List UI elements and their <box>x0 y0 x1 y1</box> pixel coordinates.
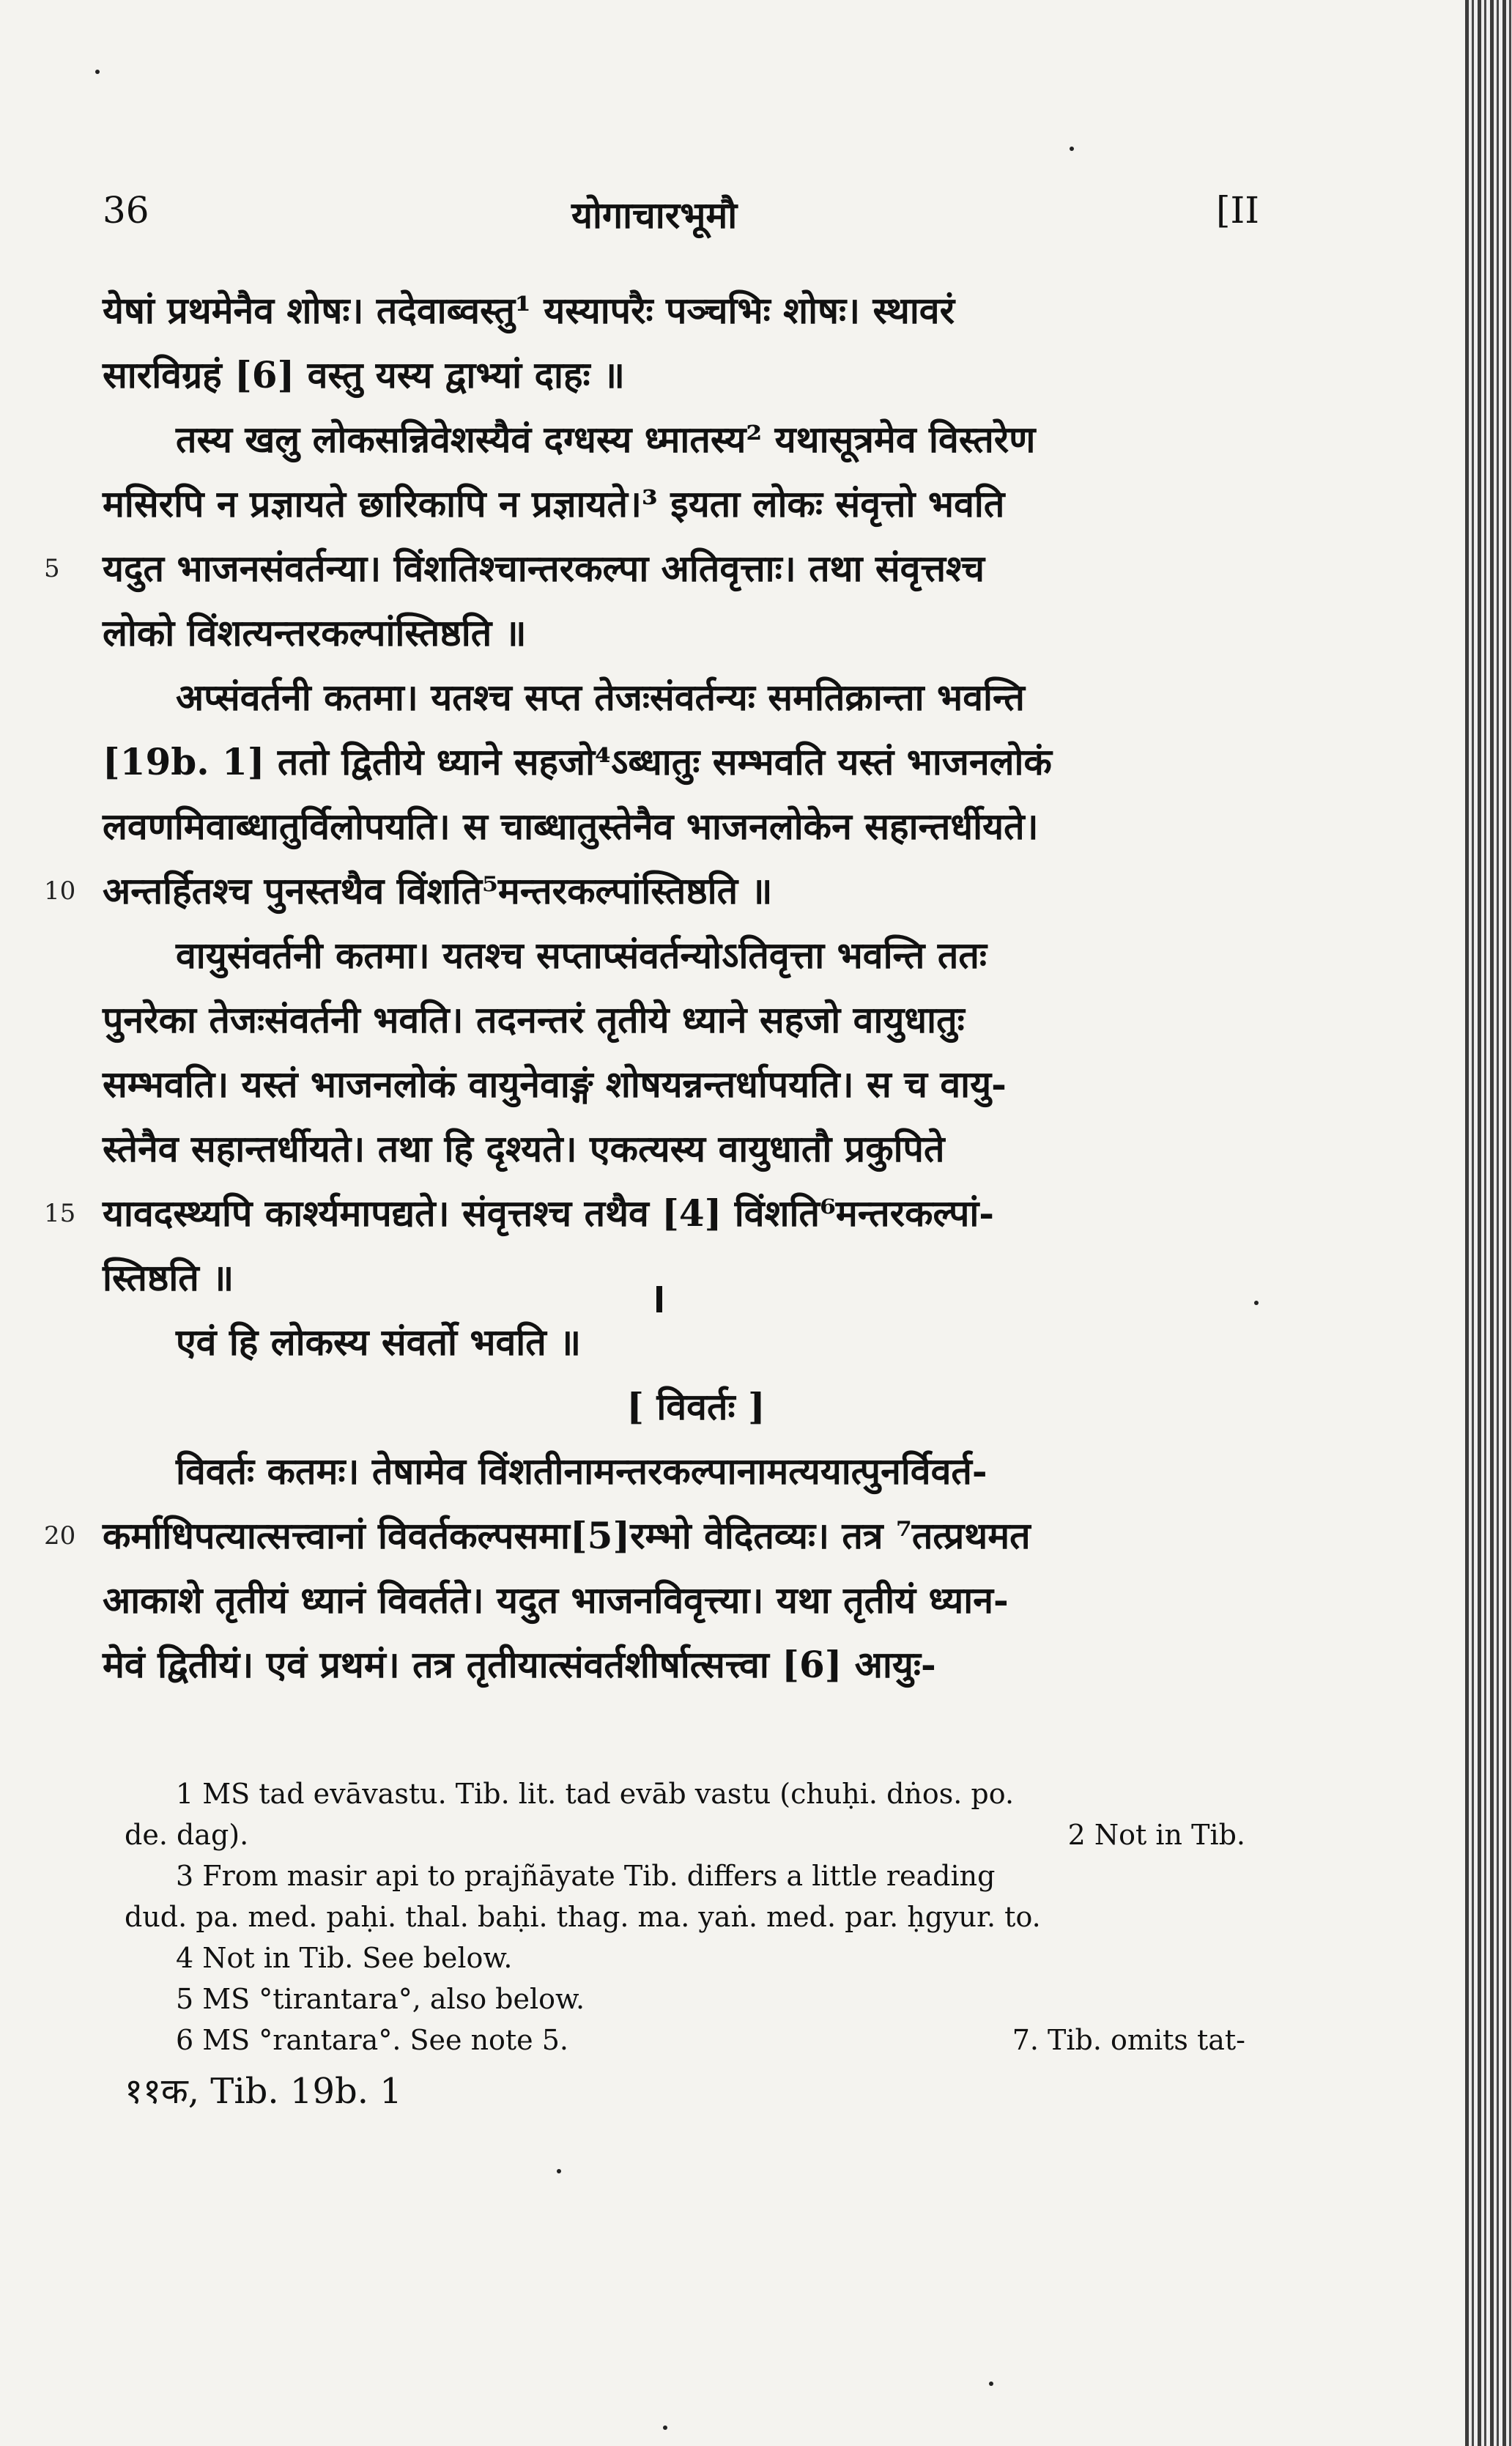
footnote-7: 7. Tib. omits tat- <box>1012 2024 1245 2056</box>
page-header <box>0 189 1512 255</box>
text-line-content: कर्माधिपत्यात्सत्त्वानां विवर्तकल्पसमा[5]रम्भो वेदितव्यः। तत्र ⁷तत्प्रथमत <box>103 1514 1031 1557</box>
text-line: [19b. 1] ततो द्वितीये ध्याने सहजो⁴ऽब्धातुः सम्भवति यस्तं भाजनलोकं <box>103 740 1052 783</box>
folio-reference: ११क, Tib. 19b. 1 <box>125 2071 402 2112</box>
page-number: 36 <box>103 189 149 232</box>
text-line-content: अन्तर्हितश्च पुनस्तथैव विंशति⁵मन्तरकल्पांस्तिष्ठति ॥ <box>103 869 773 912</box>
print-speck <box>95 70 100 74</box>
print-speck <box>557 2169 561 2173</box>
footnote-4: 4 Not in Tib. See below. <box>176 1942 513 1974</box>
text-line <box>44 1504 1289 1568</box>
text-line: मसिरपि न प्रज्ञायते छारिकापि न प्रज्ञायते।³ इयता लोकः संवृत्तो भवति <box>103 482 1005 525</box>
text-line: येषां प्रथमेनैव शोषः। तदेवाब्वस्तु¹ यस्यापरैः पञ्चभिः शोषः। स्थावरं <box>103 289 955 332</box>
print-speck <box>989 2382 993 2386</box>
running-title: योगाचारभूमौ <box>571 193 738 237</box>
text-line: मेवं द्वितीयं। एवं प्रथमं। तत्र तृतीयात्संवर्तशीर्षात्सत्त्वा [6] आयुः- <box>103 1643 936 1686</box>
text-line: लोको विंशत्यन्तरकल्पांस्तिष्ठति ॥ <box>103 611 527 654</box>
line-number-20: 20 <box>44 1521 76 1551</box>
footnote-2: 2 Not in Tib. <box>1067 1819 1245 1851</box>
footnote-3: 3 From masir api to prajñāyate Tib. differs a little reading <box>176 1860 996 1892</box>
text-line: स्तिष्ठति ॥ <box>103 1256 234 1299</box>
print-speck <box>1070 147 1074 151</box>
text-line: सम्भवति। यस्तं भाजनलोकं वायुनेवाङ्गं शोषयन्नन्तर्धापयति। स च वायु- <box>103 1063 1007 1106</box>
text-line <box>44 1181 1289 1246</box>
text-line: एवं हि लोकस्य संवर्तो भवति ॥ <box>176 1320 582 1364</box>
text-line-content: यावदस्थ्यपि कार्श्यमापद्यते। संवृत्तश्च तथैव [4] विंशति⁶मन्तरकल्पां- <box>103 1191 995 1235</box>
text-line: लवणमिवाब्धातुर्विलोपयति। स चाब्धातुस्तेनैव भाजनलोकेन सहान्तर्धीयते। <box>103 805 1039 848</box>
section-marker: [II <box>1216 189 1260 232</box>
text-line: सारविग्रहं [6] वस्तु यस्य द्वाभ्यां दाहः ॥ <box>103 353 625 396</box>
line-number-15: 15 <box>44 1199 76 1228</box>
print-mark <box>656 1286 662 1312</box>
print-speck <box>663 2425 667 2430</box>
book-binding-edge <box>1465 0 1512 2446</box>
footnote-6: 6 MS °rantara°. See note 5. <box>176 2024 569 2056</box>
footnotes <box>125 1773 1289 2061</box>
text-line <box>44 859 1289 923</box>
footnote-row <box>125 2020 1289 2061</box>
footnote-1: 1 MS tad evāvastu. Tib. lit. tad evāb vastu (chuḥi. dṅos. po. <box>176 1778 1015 1810</box>
text-line-content: यदुत भाजनसंवर्तन्या। विंशतिश्चान्तरकल्पा अतिवृत्ताः। तथा संवृत्तश्च <box>103 547 985 590</box>
footnote-5: 5 MS °tirantara°, also below. <box>176 1983 585 2015</box>
main-text <box>44 278 1289 1697</box>
text-line: पुनरेका तेजःसंवर्तनी भवति। तदनन्तरं तृतीये ध्याने सहजो वायुधातुः <box>103 998 965 1041</box>
footnote-1-cont: de. dag). <box>125 1819 249 1851</box>
text-line: वायुसंवर्तनी कतमा। यतश्च सप्ताप्संवर्तन्योऽतिवृत्ता भवन्ति ततः <box>176 934 987 977</box>
footnote-3-cont: dud. pa. med. paḥi. thal. baḥi. thag. ma. yaṅ. med. par. ḥgyur. to. <box>125 1901 1041 1933</box>
text-line: तस्य खलु लोकसन्निवेशस्यैवं दग्धस्य ध्मातस्य² यथासूत्रमेव विस्तरेण <box>176 418 1036 461</box>
text-line: आकाशे तृतीयं ध्यानं विवर्तते। यदुत भाजनविवृत्त्या। यथा तृतीयं ध्यान- <box>103 1578 1009 1622</box>
line-number-10: 10 <box>44 876 76 906</box>
text-line: विवर्तः कतमः। तेषामेव विंशतीनामन्तरकल्पानामत्ययात्पुनर्विवर्त- <box>176 1449 987 1493</box>
print-speck <box>1254 1301 1259 1305</box>
footnote-row <box>125 1814 1289 1855</box>
text-line: स्तेनैव सहान्तर्धीयते। तथा हि दृश्यते। एकत्यस्य वायुधातौ प्रकुपिते <box>103 1127 945 1170</box>
text-line: अप्संवर्तनी कतमा। यतश्च सप्त तेजःसंवर्तन्यः समतिक्रान्ता भवन्ति <box>176 676 1025 719</box>
line-number-5: 5 <box>44 554 60 583</box>
section-heading: [ विवर्तः ] <box>626 1385 766 1428</box>
text-line <box>44 536 1289 601</box>
